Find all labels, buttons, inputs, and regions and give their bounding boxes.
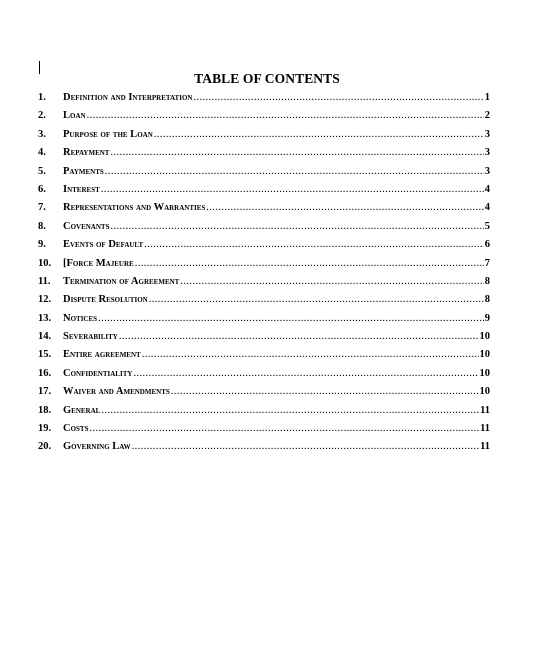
toc-entry-number: 3. <box>38 128 46 140</box>
toc-dot-leader <box>193 92 483 103</box>
toc-entry-label[interactable]: Costs <box>63 423 89 435</box>
toc-entry-page[interactable]: 3 <box>484 147 490 159</box>
toc-entry-number: 19. <box>38 423 52 435</box>
toc-entry-page[interactable]: 10 <box>479 367 490 379</box>
toc-entry-number: 14. <box>38 331 52 343</box>
toc-entry-label[interactable]: Events of Default <box>63 239 144 251</box>
toc-entry-page[interactable]: 3 <box>484 165 490 177</box>
toc-entry-page[interactable]: 8 <box>484 294 490 306</box>
toc-entry-label[interactable]: Notices <box>63 312 98 324</box>
toc-entry-page[interactable]: 10 <box>479 349 490 361</box>
toc-list <box>38 92 490 460</box>
toc-entry[interactable] <box>38 405 490 423</box>
toc-entry-page[interactable]: 9 <box>484 312 490 324</box>
toc-entry[interactable] <box>38 110 490 128</box>
toc-dot-leader <box>154 129 484 140</box>
toc-entry-number: 8. <box>38 220 46 232</box>
toc-entry-number: 9. <box>38 239 46 251</box>
toc-dot-leader <box>110 147 483 158</box>
toc-entry-number: 20. <box>38 441 52 453</box>
toc-entry-page[interactable]: 4 <box>484 202 490 214</box>
toc-entry-number: 16. <box>38 367 52 379</box>
toc-entry-page[interactable]: 11 <box>480 404 490 416</box>
toc-entry-label[interactable]: Repayment <box>63 147 110 159</box>
toc-entry[interactable] <box>38 441 490 459</box>
toc-entry-label[interactable]: Loan <box>63 110 86 122</box>
toc-entry-label[interactable]: Covenants <box>63 220 110 232</box>
toc-entry[interactable] <box>38 294 490 312</box>
toc-entry[interactable] <box>38 331 490 349</box>
toc-dot-leader <box>135 258 484 269</box>
toc-entry[interactable] <box>38 239 490 257</box>
toc-entry-page[interactable]: 2 <box>484 110 490 122</box>
toc-entry-label[interactable]: Dispute Resolution <box>63 294 148 306</box>
toc-entry-number: 15. <box>38 349 52 361</box>
toc-entry-page[interactable]: 3 <box>484 128 490 140</box>
toc-entry-label[interactable]: Payments <box>63 165 104 177</box>
toc-dot-leader <box>171 386 479 397</box>
toc-dot-leader <box>180 276 483 287</box>
toc-entry[interactable] <box>38 258 490 276</box>
toc-dot-leader <box>119 331 479 342</box>
toc-dot-leader <box>105 166 484 177</box>
toc-entry[interactable] <box>38 313 490 331</box>
toc-entry[interactable] <box>38 129 490 147</box>
toc-entry-label[interactable]: Definition and Interpretation <box>63 92 193 103</box>
toc-entry[interactable] <box>38 276 490 294</box>
toc-dot-leader <box>149 294 484 305</box>
toc-entry-page[interactable]: 8 <box>484 275 490 287</box>
toc-entry-number: 10. <box>38 257 52 269</box>
toc-dot-leader <box>132 441 479 452</box>
toc-entry[interactable] <box>38 184 490 202</box>
toc-dot-leader <box>101 405 479 416</box>
toc-entry[interactable] <box>38 166 490 184</box>
toc-dot-leader <box>142 349 479 360</box>
toc-entry-number: 6. <box>38 183 46 195</box>
toc-entry-page[interactable]: 1 <box>484 92 490 103</box>
toc-entry-label[interactable]: Termination of Agreement <box>63 275 180 287</box>
toc-entry[interactable] <box>38 368 490 386</box>
toc-title: TABLE OF CONTENTS <box>194 71 340 86</box>
toc-entry-label[interactable]: Severability <box>63 331 118 343</box>
toc-entry-number: 4. <box>38 147 46 159</box>
toc-entry-page[interactable]: 11 <box>480 423 490 435</box>
toc-dot-leader <box>101 184 484 195</box>
toc-entry-label[interactable]: Waiver and Amendments <box>63 386 170 398</box>
toc-entry-page[interactable]: 7 <box>484 257 490 269</box>
toc-entry-number: 2. <box>38 110 46 122</box>
toc-entry-label[interactable]: Governing Law <box>63 441 131 453</box>
toc-dot-leader <box>98 313 484 324</box>
toc-entry-page[interactable]: 10 <box>479 331 490 343</box>
toc-entry-number: 5. <box>38 165 46 177</box>
toc-entry-number: 7. <box>38 202 46 214</box>
toc-entry-number: 18. <box>38 404 52 416</box>
toc-entry-number: 11. <box>38 275 51 287</box>
toc-entry[interactable] <box>38 221 490 239</box>
toc-entry-label[interactable]: Purpose of the Loan <box>63 128 153 140</box>
toc-entry-label[interactable]: Representations and Warranties <box>63 202 206 214</box>
toc-entry-number: 12. <box>38 294 52 306</box>
toc-entry[interactable] <box>38 386 490 404</box>
toc-entry-page[interactable]: 10 <box>479 386 490 398</box>
toc-entry-page[interactable]: 5 <box>484 220 490 232</box>
toc-entry[interactable] <box>38 147 490 165</box>
toc-dot-leader <box>206 202 483 213</box>
toc-entry-number: 1. <box>38 92 46 103</box>
toc-entry-page[interactable]: 11 <box>480 441 490 453</box>
toc-entry-label[interactable]: Confidentiality <box>63 367 133 379</box>
toc-entry-label[interactable]: Entire agreement <box>63 349 141 361</box>
toc-entry[interactable] <box>38 202 490 220</box>
toc-entry-number: 17. <box>38 386 52 398</box>
toc-entry-page[interactable]: 6 <box>484 239 490 251</box>
toc-entry[interactable] <box>38 92 490 110</box>
toc-entry-page[interactable]: 4 <box>484 183 490 195</box>
toc-entry-number: 13. <box>38 312 52 324</box>
toc-entry-label[interactable]: General <box>63 404 101 416</box>
toc-dot-leader <box>133 368 478 379</box>
toc-dot-leader <box>110 221 483 232</box>
toc-entry-label[interactable]: [Force Majeure <box>63 257 134 269</box>
toc-entry-label[interactable]: Interest <box>63 183 100 195</box>
toc-dot-leader <box>87 110 484 121</box>
toc-entry[interactable] <box>38 423 490 441</box>
toc-entry[interactable] <box>38 349 490 367</box>
toc-dot-leader <box>89 423 479 434</box>
toc-dot-leader <box>144 239 484 250</box>
